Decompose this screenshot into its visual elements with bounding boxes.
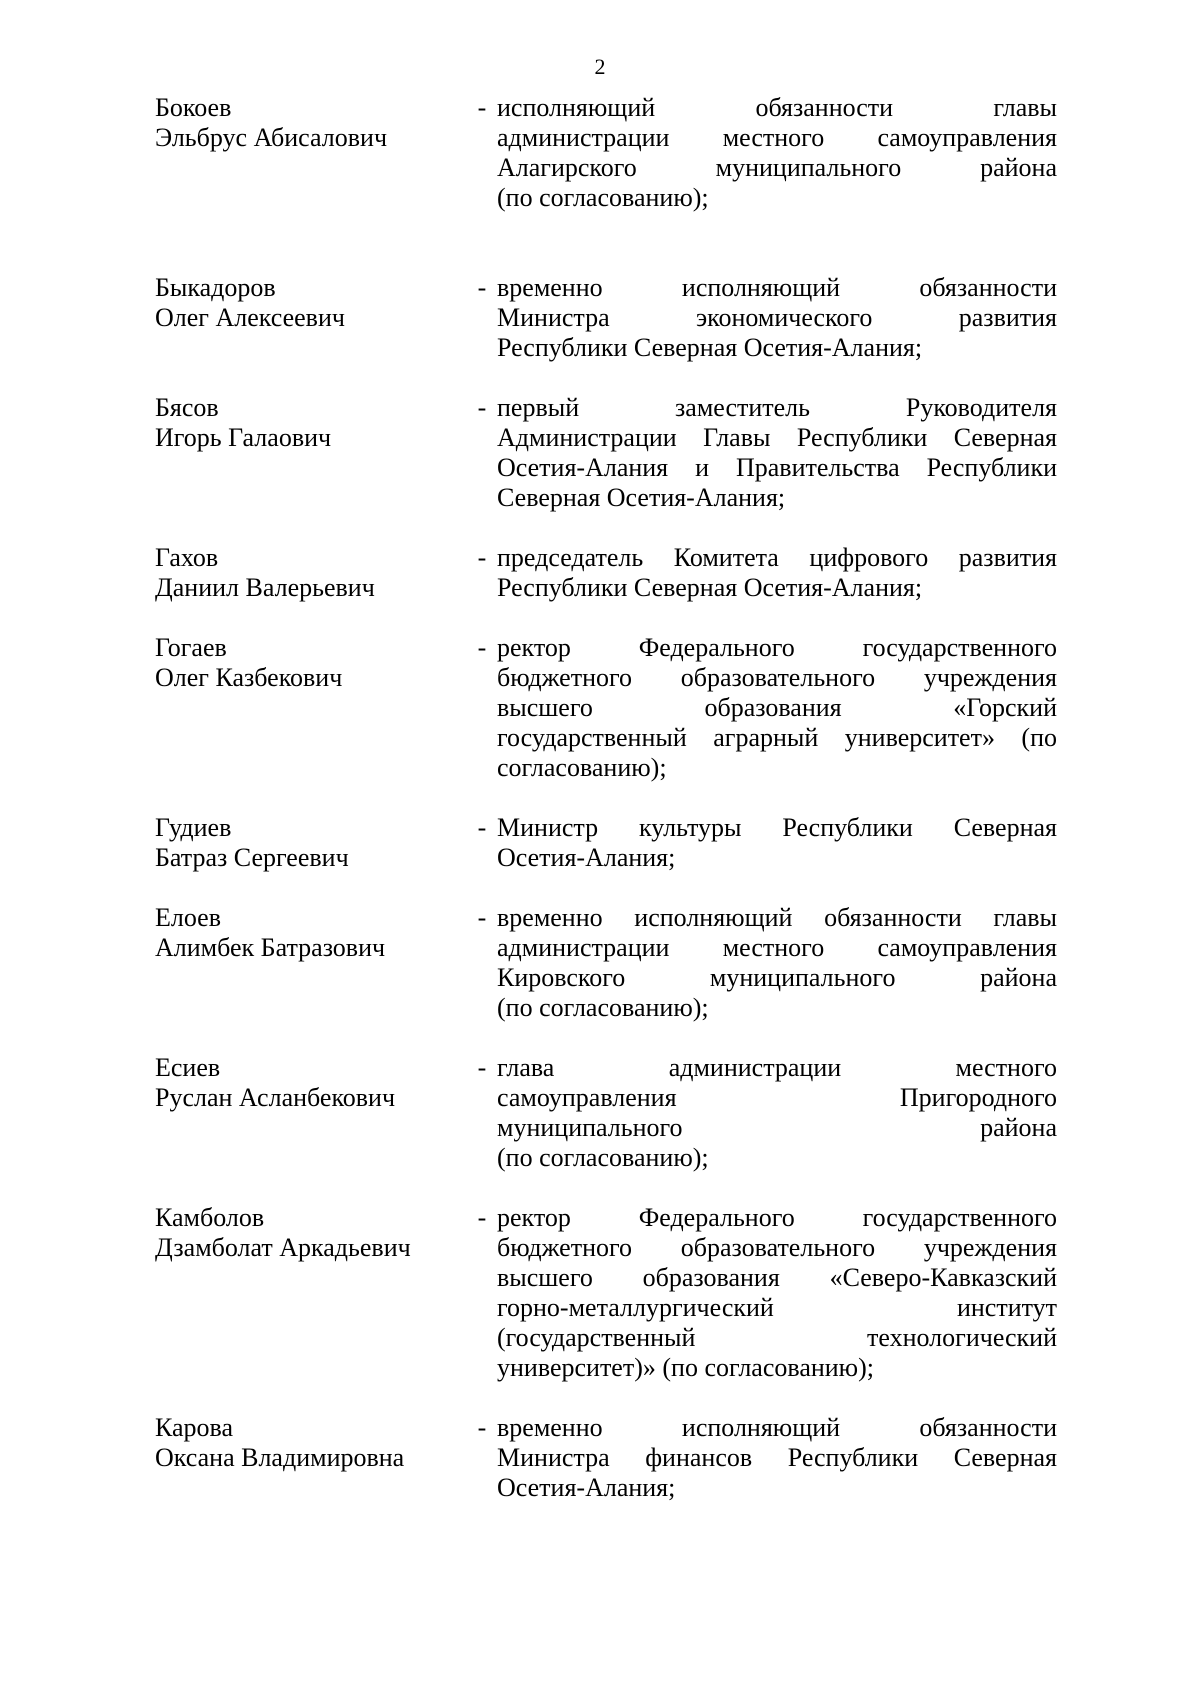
member-role xyxy=(497,903,1057,1023)
role-line: временно исполняющий обязанности главы xyxy=(497,903,1057,932)
member-entry xyxy=(155,93,1077,213)
role-line: высшего образования «Северо-Кавказский xyxy=(497,1263,1057,1292)
role-line: временно исполняющий обязанности xyxy=(497,273,1057,302)
member-surname: Быкадоров xyxy=(155,273,276,302)
member-name xyxy=(155,1053,447,1113)
role-line: горно-металлургический институт xyxy=(497,1293,1057,1322)
role-line: (по согласованию); xyxy=(497,183,709,212)
member-entry xyxy=(155,1203,1077,1383)
member-role xyxy=(497,1053,1057,1173)
member-given-name: Даниил Валерьевич xyxy=(155,573,375,602)
role-line: администрации местного самоуправления xyxy=(497,933,1057,962)
member-role xyxy=(497,393,1057,513)
member-entry xyxy=(155,273,1077,363)
role-line: государственный аграрный университет» (по xyxy=(497,723,1057,752)
role-line: (государственный технологический xyxy=(497,1323,1057,1352)
role-line: Осетия-Алания и Правительства Республики xyxy=(497,453,1057,482)
member-given-name: Дзамболат Аркадьевич xyxy=(155,1233,411,1262)
member-role xyxy=(497,1413,1057,1503)
role-line: Министра финансов Республики Северная xyxy=(497,1443,1057,1472)
member-name xyxy=(155,273,447,333)
role-line: Осетия-Алания; xyxy=(497,843,676,872)
member-name xyxy=(155,813,447,873)
dash-separator: - xyxy=(477,633,487,662)
member-surname: Камболов xyxy=(155,1203,265,1232)
member-name xyxy=(155,1203,447,1263)
member-surname: Гогаев xyxy=(155,633,227,662)
role-line: (по согласованию); xyxy=(497,993,709,1022)
dash-separator: - xyxy=(477,1053,487,1082)
member-given-name: Руслан Асланбекович xyxy=(155,1083,396,1112)
member-given-name: Оксана Владимировна xyxy=(155,1443,405,1472)
role-line: Министр культуры Республики Северная xyxy=(497,813,1057,842)
role-line: Алагирского муниципального района xyxy=(497,153,1057,182)
role-line: муниципального района xyxy=(497,1113,1057,1142)
role-line: (по согласованию); xyxy=(497,1143,709,1172)
role-line: администрации местного самоуправления xyxy=(497,123,1057,152)
role-line: глава администрации местного xyxy=(497,1053,1057,1082)
role-line: исполняющий обязанности главы xyxy=(497,93,1057,122)
role-line: высшего образования «Горский xyxy=(497,693,1057,722)
role-line: Республики Северная Осетия-Алания; xyxy=(497,573,923,602)
role-line: Республики Северная Осетия-Алания; xyxy=(497,333,923,362)
member-name xyxy=(155,633,447,693)
member-role xyxy=(497,273,1057,363)
member-given-name: Олег Казбекович xyxy=(155,663,343,692)
member-surname: Карова xyxy=(155,1413,234,1442)
member-list xyxy=(155,93,1077,1503)
role-line: согласованию); xyxy=(497,753,667,782)
member-role xyxy=(497,813,1057,873)
dash-separator: - xyxy=(477,903,487,932)
member-given-name: Олег Алексеевич xyxy=(155,303,345,332)
role-line: первый заместитель Руководителя xyxy=(497,393,1057,422)
member-surname: Елоев xyxy=(155,903,221,932)
member-entry xyxy=(155,813,1077,873)
role-line: председатель Комитета цифрового развития xyxy=(497,543,1057,572)
member-surname: Бясов xyxy=(155,393,219,422)
dash-separator: - xyxy=(477,813,487,842)
member-surname: Гахов xyxy=(155,543,219,572)
role-line: бюджетного образовательного учреждения xyxy=(497,1233,1057,1262)
role-line: самоуправления Пригородного xyxy=(497,1083,1057,1112)
member-entry xyxy=(155,1413,1077,1503)
member-given-name: Батраз Сергеевич xyxy=(155,843,349,872)
member-entry xyxy=(155,393,1077,513)
dash-separator: - xyxy=(477,1203,487,1232)
member-entry xyxy=(155,1053,1077,1173)
member-name xyxy=(155,393,447,453)
member-given-name: Игорь Галаович xyxy=(155,423,332,452)
dash-separator: - xyxy=(477,273,487,302)
page-number: 2 xyxy=(594,54,606,79)
member-role xyxy=(497,1203,1057,1383)
member-name xyxy=(155,1413,447,1473)
role-line: Администрации Главы Республики Северная xyxy=(497,423,1057,452)
member-surname: Гудиев xyxy=(155,813,232,842)
dash-separator: - xyxy=(477,393,487,422)
member-name xyxy=(155,903,447,963)
member-role xyxy=(497,543,1057,603)
member-name xyxy=(155,543,447,603)
role-line: Северная Осетия-Алания; xyxy=(497,483,786,512)
member-surname: Есиев xyxy=(155,1053,221,1082)
member-role xyxy=(497,633,1057,783)
role-line: Кировского муниципального района xyxy=(497,963,1057,992)
member-entry xyxy=(155,633,1077,783)
member-surname: Бокоев xyxy=(155,93,232,122)
dash-separator: - xyxy=(477,543,487,572)
member-entry xyxy=(155,543,1077,603)
role-line: Осетия-Алания; xyxy=(497,1473,676,1502)
member-name xyxy=(155,93,447,153)
member-given-name: Эльбрус Абисалович xyxy=(155,123,388,152)
member-given-name: Алимбек Батразович xyxy=(155,933,386,962)
role-line: Министра экономического развития xyxy=(497,303,1057,332)
dash-separator: - xyxy=(477,1413,487,1442)
member-entry xyxy=(155,903,1077,1023)
role-line: бюджетного образовательного учреждения xyxy=(497,663,1057,692)
member-role xyxy=(497,93,1057,213)
role-line: университет)» (по согласованию); xyxy=(497,1353,874,1382)
dash-separator: - xyxy=(477,93,487,122)
role-line: ректор Федерального государственного xyxy=(497,1203,1057,1232)
role-line: временно исполняющий обязанности xyxy=(497,1413,1057,1442)
role-line: ректор Федерального государственного xyxy=(497,633,1057,662)
